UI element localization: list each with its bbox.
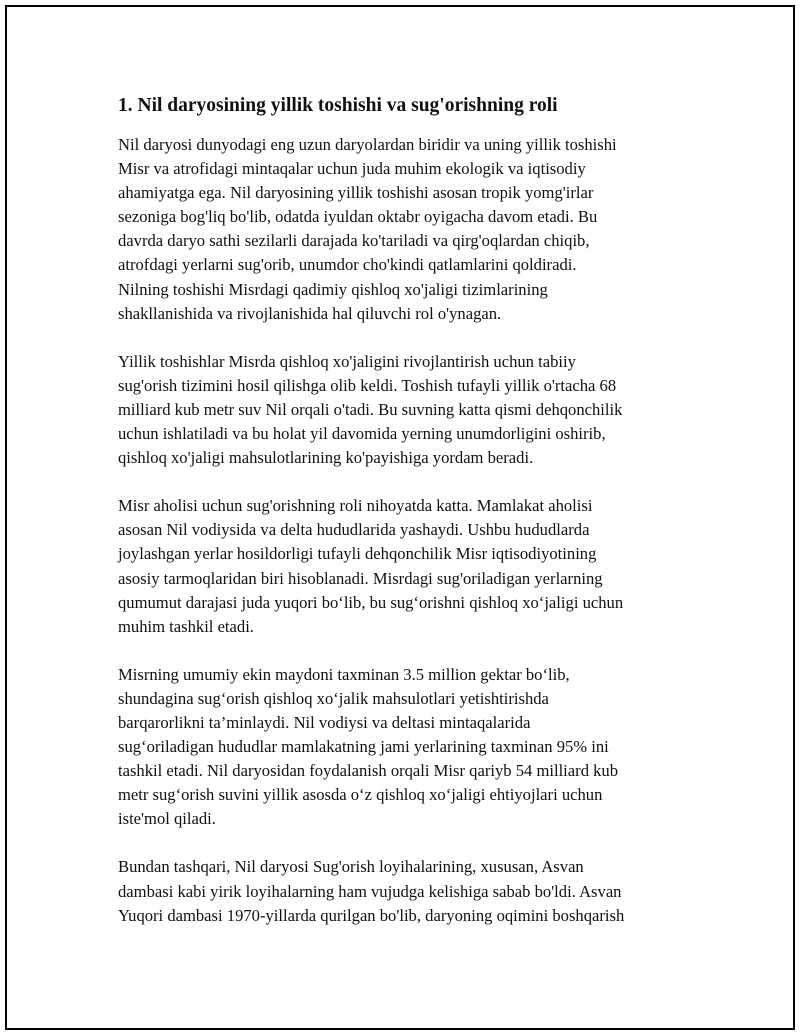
paragraph-1: Nil daryosi dunyodagi eng uzun daryolardan biridir va uning yillik toshishi Misr va atrofidagi mintaqalar uchun juda muhim ekologik va iqtisodiy ahamiyatga ega. Nil daryosining yillik toshishi asosan tropik yomg'irlar sezoniga bog'liq bo'lib, odatda iyuldan oktabr oyigacha davom etadi. Bu davrda daryo sathi sezilarli darajada ko'tariladi va qirg'oqlardan chiqib, atrofdagi yerlarni sug'orib, unumdor cho'kindi qatlamlarini qoldiradi. Nilning toshishi Misrdagi qadimiy qishloq xo'jaligi tizimlarining shakllanishida va rivojlanishida hal qiluvchi rol o'ynagan. <box>118 135 617 323</box>
paragraph-4: Misrning umumiy ekin maydoni taxminan 3.5 million gektar bo‘lib, shundagina sug‘orish qishloq xo‘jalik mahsulotlari yetishtirishda barqarorlikni ta’minlaydi. Nil vodiysi va deltasi mintaqalarida sug‘oriladigan hududlar mamlakatning jami yerlarining taxminan 95% ini tashkil etadi. Nil daryosidan foydalanish orqali Misr qariyb 54 milliard kub metr sug‘orish suvini yillik asosda o‘z qishloq xo‘jaligi ehtiyojlari uchun iste'mol qiladi. <box>118 664 619 829</box>
section-heading: 1. Nil daryosining yillik toshishi va sug'orishning roli <box>118 95 558 116</box>
paragraph-3: Misr aholisi uchun sug'orishning roli nihoyatda katta. Mamlakat aholisi asosan Nil vodiysida va delta hududlarida yashaydi. Ushbu hududlarda joylashgan yerlar hosildorligi tufayli dehqonchilik Misr iqtisodiyotining asosiy tarmoqlaridan biri hisoblanadi. Misrdagi sug'oriladigan yerlarning qumumut darajasi juda yuqori bo‘lib, bu sug‘orishni qishloq xo‘jaligi uchun muhim tashkil etadi. <box>118 496 624 636</box>
paragraph-5: Bundan tashqari, Nil daryosi Sug'orish loyihalarining, xususan, Asvan dambasi kabi yirik loyihalarning ham vujudga kelishiga sabab bo'ldi. Asvan Yuqori dambasi 1970-yillarda qurilgan bo'lib, daryoning oqimini boshqarish <box>118 857 625 925</box>
paragraph-2: Yillik toshishlar Misrda qishloq xo'jaligini rivojlantirish uchun tabiiy sug'orish tizimini hosil qilishga olib keldi. Toshish tufayli yillik o'rtacha 68 milliard kub metr suv Nil orqali o'tadi. Bu suvning katta qismi dehqonchilik uchun ishlatiladi va bu holat yil davomida yerning unumdorligini oshirib, qishloq xo'jaligi mahsulotlarining ko'payishiga yordam beradi. <box>118 351 623 468</box>
document-body <box>118 92 688 952</box>
